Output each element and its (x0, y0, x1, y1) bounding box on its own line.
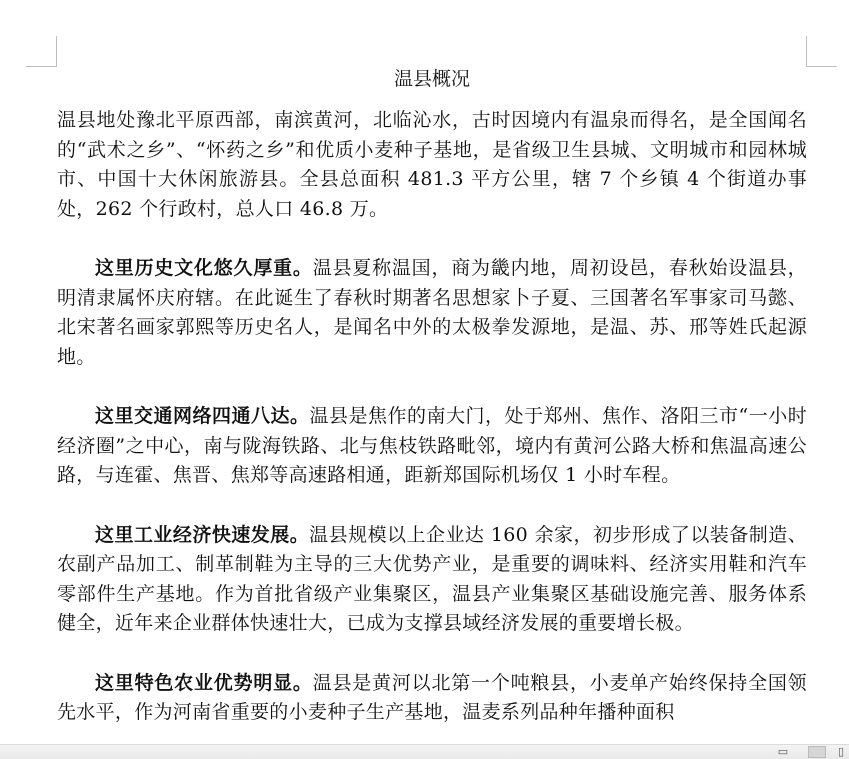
paragraph-lead: 这里特色农业优势明显。 (95, 671, 313, 694)
paragraph-text: 温县地处豫北平原西部，南滨黄河，北临沁水，古时因境内有温泉而得名，是全国闻名的“武术之乡”、“怀药之乡”和优质小麦种子基地，是省级卫生县城、文明城市和园林城市、中国十大休闲旅游县。全县总面积 481.3 平方公里，辖 7 个乡镇 4 个街道办事处，262 个行政村，总人口 46.8 万。 (57, 109, 807, 220)
document-body[interactable] (57, 64, 807, 758)
paragraph-lead: 这里历史文化悠久厚重。 (95, 257, 313, 279)
margin-corner-top-right (806, 36, 837, 67)
paragraph-history (57, 254, 807, 372)
web-layout-icon[interactable]: ▯ (837, 745, 845, 758)
paragraph-text: 温县夏称温国，商为畿内地，周初设邑，春秋始设温县，明清隶属怀庆府辖。在此诞生了春秋时期著名思想家卜子夏、三国著名军事家司马懿、北宋著名画家郭熙等历史名人，是闻名中外的太极拳发源地，是温、苏、邢等姓氏起源地。 (57, 257, 807, 368)
read-mode-icon[interactable]: ▭ (777, 745, 789, 758)
paragraph-text: 温县是焦作的南大门，处于郑州、焦作、洛阳三市“一小时经济圈”之中心，南与陇海铁路、北与焦枝铁路毗邻，境内有黄河公路大桥和焦温高速公路，与连霍、焦晋、焦郑等高速路相通，距新郑国际机场仅 1 小时车程。 (57, 405, 807, 486)
document-title: 温县概况 (393, 68, 470, 90)
status-bar (0, 744, 849, 759)
print-layout-icon[interactable] (808, 746, 826, 758)
margin-corner-top-left (26, 36, 57, 67)
paragraph-lead: 这里交通网络四通八达。 (95, 405, 310, 427)
paragraph-industry (57, 521, 807, 639)
paragraph-text: 温县是黄河以北第一个吨粮县，小麦单产始终保持全国领先水平，作为河南省重要的小麦种子生产基地，温麦系列品种年播种面积 (57, 671, 807, 723)
paragraph-overview (57, 106, 807, 224)
paragraph-lead: 这里工业经济快速发展。 (95, 523, 310, 546)
paragraph-text: 温县规模以上企业达 160 余家，初步形成了以装备制造、农副产品加工、制革制鞋为主导的三大优势产业，是重要的调味料、经济实用鞋和汽车零部件生产基地。作为首批省级产业集聚区，温县产业集聚区基础设施完善、服务体系健全，近年来企业群体快速壮大，已成为支撑县域经济发展的重要增长极。 (57, 523, 807, 634)
paragraph-transport (57, 402, 807, 491)
paragraph-agriculture (57, 669, 807, 728)
